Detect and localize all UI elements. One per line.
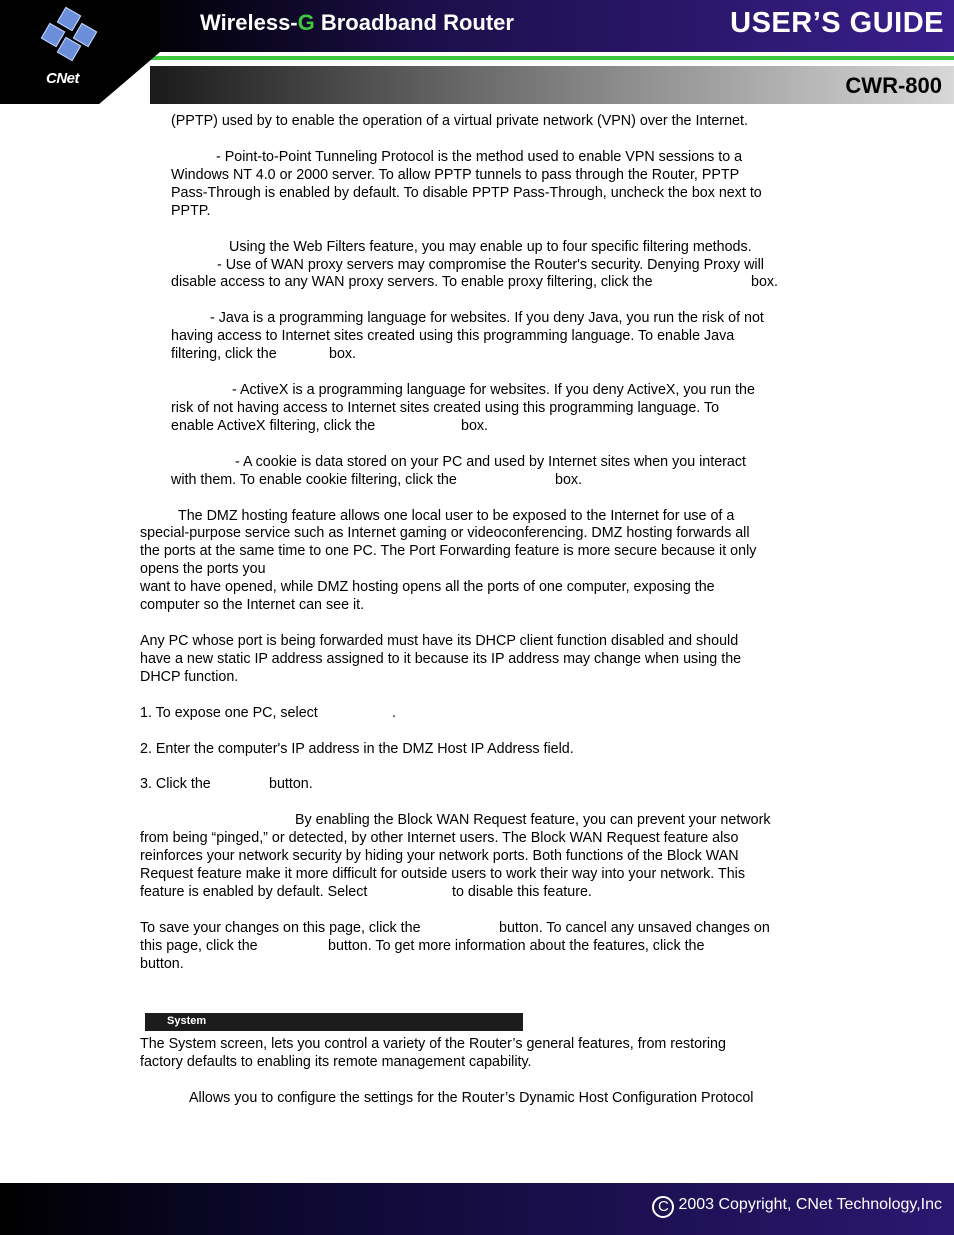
text-line: with them. To enable cookie filtering, click the: [171, 472, 457, 488]
text-line: feature is enabled by default. Select: [140, 884, 368, 900]
text-line: button. To cancel any unsaved changes on: [499, 920, 770, 936]
text-line: The System screen, lets you control a variety of the Router’s general features, from restoring: [140, 1036, 726, 1052]
text-line: Pass-Through is enabled by default. To disable PPTP Pass-Through, uncheck the box next to: [171, 185, 762, 201]
text-line: - ActiveX is a programming language for websites. If you deny ActiveX, you run the: [232, 382, 755, 398]
text-line: reinforces your network security by hiding your network ports. Both functions of the Block WAN: [140, 848, 739, 864]
text-line: disable access to any WAN proxy servers. To enable proxy filtering, click the: [171, 274, 653, 290]
copyright-icon: C: [652, 1196, 674, 1218]
text-line: want to have opened, while DMZ hosting opens all the ports of one computer, exposing the: [140, 579, 715, 595]
page-footer: [0, 1183, 954, 1235]
text-line: having access to Internet sites created using this programming language. To enable Java: [171, 328, 735, 344]
copyright-text: C 2003 Copyright, CNet Technology,Inc: [652, 1196, 942, 1218]
text-line: - Use of WAN proxy servers may compromise the Router's security. Denying Proxy will: [217, 257, 764, 273]
model-number: CWR-800: [845, 73, 942, 98]
text-line: button.: [269, 776, 313, 792]
text-line: Using the Web Filters feature, you may enable up to four specific filtering methods.: [229, 239, 752, 255]
text-line: have a new static IP address assigned to it because its IP address may change when using the: [140, 651, 742, 667]
text-line: DHCP function.: [140, 669, 239, 685]
text-line: .: [392, 705, 396, 721]
text-line: Any PC whose port is being forwarded must have its DHCP client function disabled and should: [140, 633, 739, 649]
text-line: (PPTP) used by to enable the operation of a virtual private network (VPN) over the Internet.: [171, 113, 748, 129]
text-line: Request feature make it more difficult for outside users to work their way into your network. This: [140, 866, 745, 882]
text-line: Windows NT 4.0 or 2000 server. To allow PPTP tunnels to pass through the Router, PPTP: [171, 167, 740, 183]
text-line: from being “pinged,” or detected, by other Internet users. The Block WAN Request feature also: [140, 830, 739, 846]
text-line: factory defaults to enabling its remote management capability.: [140, 1054, 532, 1070]
text-line: to disable this feature.: [452, 884, 592, 900]
header-green-stripe: [140, 56, 954, 60]
text-line: PPTP.: [171, 203, 211, 219]
text-line: box.: [329, 346, 357, 362]
header-grey-band: [150, 66, 954, 104]
text-line: box.: [751, 274, 779, 290]
brand-logo-text: CNet: [46, 70, 80, 87]
text-line: special-purpose service such as Internet gaming or videoconferencing. DMZ hosting forwards all: [140, 525, 750, 541]
text-line: 2. Enter the computer's IP address in the DMZ Host IP Address field.: [140, 741, 574, 757]
page-header: [0, 0, 954, 104]
system-tab-label: System: [167, 1015, 207, 1027]
text-line: risk of not having access to Internet sites created using this programming language. To: [171, 400, 720, 416]
text-line: enable ActiveX filtering, click the: [171, 418, 376, 434]
text-line: this page, click the: [140, 938, 258, 954]
text-line: 3. Click the: [140, 776, 211, 792]
text-line: Allows you to configure the settings for the Router’s Dynamic Host Configuration Protocol: [189, 1090, 754, 1106]
text-line: opens the ports you: [140, 561, 266, 577]
text-line: the ports at the same time to one PC. The Port Forwarding feature is more secure because it only: [140, 543, 757, 559]
users-guide-title: USER’S GUIDE: [730, 7, 944, 39]
text-line: - Java is a programming language for websites. If you deny Java, you run the risk of not: [210, 310, 764, 326]
product-title: Wireless-G Broadband Router: [200, 10, 514, 35]
text-line: filtering, click the: [171, 346, 277, 362]
text-line: box.: [461, 418, 489, 434]
text-line: By enabling the Block WAN Request feature, you can prevent your network: [295, 812, 771, 828]
text-line: - Point-to-Point Tunneling Protocol is the method used to enable VPN sessions to a: [216, 149, 743, 165]
system-screenshot-bar: [145, 1013, 523, 1031]
text-line: box.: [555, 472, 583, 488]
text-line: button. To get more information about the features, click the: [328, 938, 705, 954]
text-line: computer so the Internet can see it.: [140, 597, 365, 613]
text-line: button.: [140, 956, 184, 972]
cnet-logo-icon: [42, 8, 98, 60]
text-line: - A cookie is data stored on your PC and used by Internet sites when you interact: [235, 454, 747, 470]
text-line: To save your changes on this page, click the: [140, 920, 421, 936]
text-line: 1. To expose one PC, select: [140, 705, 318, 721]
text-line: The DMZ hosting feature allows one local user to be exposed to the Internet for use of a: [178, 508, 735, 524]
